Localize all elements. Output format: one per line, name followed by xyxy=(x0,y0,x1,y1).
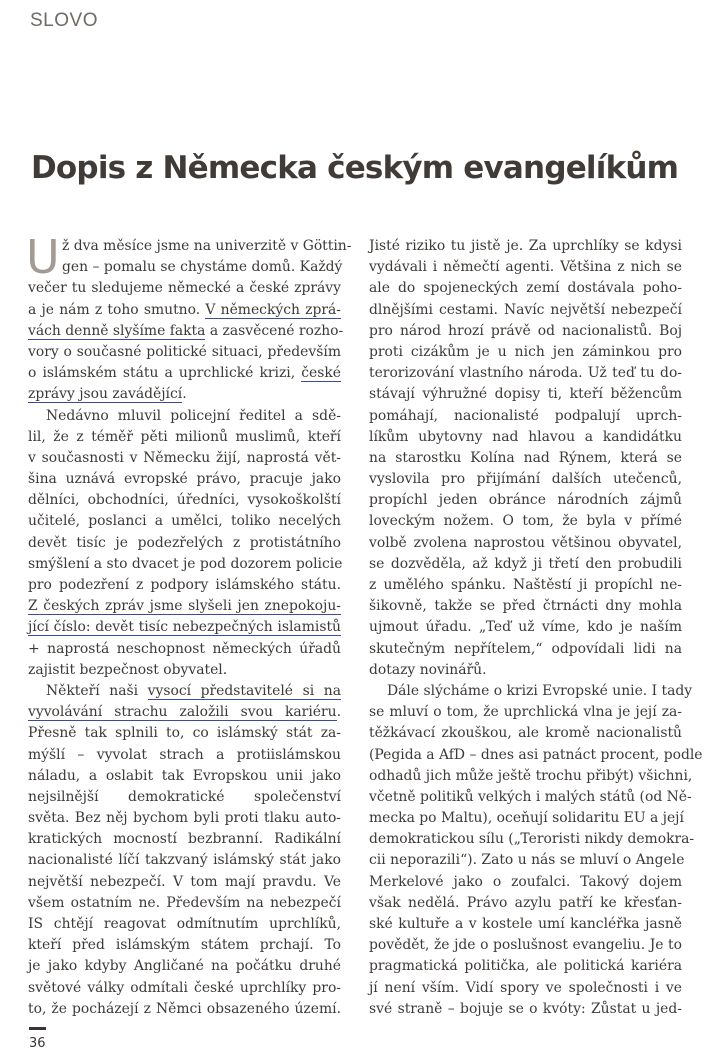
text-line xyxy=(369,554,682,575)
text-line xyxy=(28,850,341,871)
text-segment: cii neporazili“). Zato u nás se mluví o Angele xyxy=(369,852,685,869)
text-line xyxy=(28,829,341,850)
text-segment: zajistit bezpečnost obyvatel. xyxy=(28,661,228,678)
text-line xyxy=(369,617,682,638)
text-line xyxy=(369,384,682,405)
text-line xyxy=(28,300,341,321)
text-segment: Merkelové jako o zoufalci. Takový dojem xyxy=(369,873,682,890)
text-line xyxy=(369,490,682,511)
text-segment: proti cizákům je u nich jen záminkou pro xyxy=(369,343,682,360)
underlined-text: české xyxy=(301,365,341,382)
underlined-text: vách denně slyšíme fakta xyxy=(28,322,206,339)
text-segment: (Pegida a AfD – dnes asi patnáct procent, podle xyxy=(369,746,703,763)
text-line xyxy=(28,872,341,893)
text-line xyxy=(369,745,703,766)
text-segment: učitelé, poslanci a umělci, toliko necelých xyxy=(28,513,341,530)
text-segment: večer tu sledujeme německé a české zprávy xyxy=(28,280,341,297)
text-segment: stávají výhružné dopisy ti, kteří běžencům xyxy=(369,386,682,403)
text-line xyxy=(28,639,341,660)
text-line xyxy=(369,999,682,1020)
underlined-text: zprávy jsou zavádějící xyxy=(28,386,183,403)
section-label: SLOVO xyxy=(30,10,98,31)
text-line xyxy=(369,533,682,554)
text-segment: největší nebezpečí. V tom mají pravdu. Ve xyxy=(28,873,341,890)
text-line xyxy=(28,469,341,490)
text-line xyxy=(28,427,341,448)
text-line xyxy=(369,829,695,850)
text-segment: lil, že z téměř pěti milionů muslimů, kteří xyxy=(28,428,341,445)
text-segment: demokratickou sílu („Teroristi nikdy demokra- xyxy=(369,831,695,848)
text-line xyxy=(369,956,682,977)
text-line xyxy=(28,511,341,532)
text-line xyxy=(28,490,341,511)
text-segment: terorizování vlastního národa. Už teď tu do- xyxy=(369,365,682,382)
text-line xyxy=(28,406,341,427)
text-line xyxy=(369,702,682,723)
text-line xyxy=(28,999,341,1020)
text-segment: Jisté riziko tu jistě je. Za uprchlíky se kdysi xyxy=(369,238,682,254)
text-segment: o islámském státu a uprchlické krizi, xyxy=(28,365,302,382)
text-line xyxy=(369,914,682,935)
text-line xyxy=(28,893,341,914)
text-segment: světa. Bez něj bychom byli proti tlaku auto- xyxy=(28,810,341,827)
text-segment: dotazy novinářů. xyxy=(369,661,487,678)
text-segment: a je nám z toho smutno. xyxy=(28,301,206,318)
page-number-rule xyxy=(29,1027,46,1030)
text-segment: z umělého spánku. Naštěstí ji propíchl ne- xyxy=(369,577,682,593)
text-line xyxy=(28,596,341,617)
text-line xyxy=(28,787,341,808)
text-line xyxy=(28,766,341,787)
text-segment: IS chtějí reagovat odmítnutím uprchlíků, xyxy=(28,916,341,932)
right-column-lines xyxy=(369,236,703,1020)
left-column xyxy=(26,230,352,1020)
text-line xyxy=(369,427,682,448)
underlined-text: jící číslo: devět tisíc nebezpečných islamistů xyxy=(28,619,341,636)
text-segment: včetně politiků velkých i malých států (od Ně- xyxy=(369,788,692,805)
text-segment: . xyxy=(182,386,187,403)
text-line xyxy=(369,639,682,660)
text-line xyxy=(28,681,341,702)
text-line xyxy=(28,448,341,469)
text-line xyxy=(369,850,685,871)
text-segment: kratických mocností bezbranní. Radikální xyxy=(28,831,341,848)
text-segment: dělníci, obchodníci, úředníci, vysokoškolští xyxy=(28,492,341,509)
text-segment: je jako kdyby Angličané na počátku druhé xyxy=(28,958,341,975)
text-segment: se mluví o tom, že uprchlická vlna je její za- xyxy=(369,704,682,721)
text-segment: nacionalisté líčí takzvaný islámský stát jako xyxy=(28,852,341,869)
text-segment: kteří před islámským státem prchají. To xyxy=(28,937,341,954)
text-line xyxy=(28,617,341,638)
text-segment: volbě zvolena naprostou většinou obyvatel, xyxy=(369,534,682,551)
text-line xyxy=(369,575,682,596)
text-line xyxy=(369,935,682,956)
underlined-text: Z českých zpráv jsme slyšeli jen znepokoju- xyxy=(28,598,341,615)
text-segment: mecka po Maltu), oceňují solidaritu EU a její xyxy=(369,810,684,827)
text-line xyxy=(28,660,341,681)
drop-cap: U xyxy=(26,230,60,284)
text-line xyxy=(369,257,682,278)
text-segment: Dále slýcháme o krizi Evropské unie. I tady xyxy=(387,682,693,699)
text-line xyxy=(28,363,341,384)
text-line xyxy=(28,533,341,554)
text-segment: povědět, že jde o poslušnost evangeliu. Je to xyxy=(369,937,682,954)
text-line xyxy=(369,321,682,342)
underlined-text: V německých zprá- xyxy=(205,301,341,318)
text-line xyxy=(28,384,341,405)
text-line xyxy=(369,766,693,787)
text-line xyxy=(28,278,341,299)
text-segment: to, že pocházejí z Němci obsazeného území. xyxy=(28,1000,341,1017)
page-number: 36 xyxy=(29,1036,46,1051)
text-segment: náladu, a oslabit tak Evropskou unii jako xyxy=(28,767,341,784)
text-line xyxy=(369,511,682,532)
text-segment: skutečným nepřítelem,“ odpovídali lidi na xyxy=(369,640,682,657)
text-line xyxy=(28,702,341,723)
text-segment: vory o současné politické situaci, především xyxy=(28,343,341,360)
text-line xyxy=(369,406,682,427)
text-segment: v současnosti v Německu žijí, naprostá vět- xyxy=(28,449,341,466)
text-segment: se dozvěděla, až když ji třetí den probudili xyxy=(369,555,682,572)
text-line xyxy=(28,723,341,744)
text-line xyxy=(369,596,682,617)
text-segment: pro podezření z podpory islámského státu. xyxy=(28,577,341,593)
text-segment: . xyxy=(336,704,341,721)
text-segment: šikovně, takže se před čtrnácti dny mohla xyxy=(369,598,682,615)
text-line xyxy=(369,363,682,384)
text-segment: na starostku Kolína nad Rýnem, která se xyxy=(369,449,682,466)
text-segment: smýšlení a sto dvacet je pod dozorem policie xyxy=(28,555,343,572)
text-segment: ské kultuře a v kostele umí kancléřka jasně xyxy=(369,916,682,932)
text-line xyxy=(369,469,682,490)
text-line xyxy=(369,660,682,681)
text-line xyxy=(369,236,682,257)
text-line xyxy=(369,448,682,469)
text-segment: všem ostatním ne. Především na nebezpečí xyxy=(28,894,341,911)
text-segment: jí není vším. Vidí spory ve společnosti i ve xyxy=(369,979,682,996)
text-line xyxy=(28,745,341,766)
text-segment: ale do spojeneckých zemí dostávala poho- xyxy=(369,280,682,297)
text-line xyxy=(28,342,341,363)
text-segment: mýšlí – vyvolat strach a protiislámskou xyxy=(28,746,341,763)
text-line xyxy=(28,554,341,575)
text-line xyxy=(369,787,692,808)
text-segment: vydávali i němečtí agenti. Většina z nich se xyxy=(369,259,682,276)
underlined-text: vyvolávání strachu založili svou kariéru xyxy=(28,704,337,721)
text-segment: ujmout úřadu. „Teď už víme, kdo je naším xyxy=(369,619,682,636)
left-column-lines xyxy=(26,230,352,1020)
text-line xyxy=(369,723,682,744)
text-line xyxy=(369,278,682,299)
text-segment: ž dva měsíce jsme na univerzitě v Göttin- xyxy=(62,238,352,254)
text-segment: loveckým nožem. O tom, že byla v přímé xyxy=(369,513,682,530)
text-segment: a zasvěcené rozho- xyxy=(205,322,344,339)
text-line xyxy=(28,914,341,935)
text-segment: šina uznává evropské právo, pracuje jako xyxy=(28,471,341,488)
text-line xyxy=(28,257,341,278)
text-line xyxy=(28,575,341,596)
text-segment: nejsilnější demokratické společenství xyxy=(28,788,341,805)
text-segment: světové války odmítali české uprchlíky pro- xyxy=(28,979,341,996)
text-segment: pro národ hrozí právě od nacionalistů. Boj xyxy=(369,322,682,339)
text-segment: gen – pomalu se chystáme domů. Každý xyxy=(62,259,343,276)
text-segment: Nedávno mluvil policejní ředitel a sdě- xyxy=(46,407,341,424)
text-segment: dlnějšími cestami. Navíc největší nebezpečí xyxy=(369,301,682,318)
text-segment: však nedělá. Právo azylu patří ke křesťan- xyxy=(369,894,682,911)
text-segment: své straně – bojuje se o kvóty: Zůstat u jed- xyxy=(369,1000,682,1017)
text-segment: pragmatická politička, ale politická kariéra xyxy=(369,958,682,975)
text-segment: těžkávací zkouškou, ale kromě nacionalistů xyxy=(369,725,682,742)
text-line xyxy=(369,872,682,893)
text-line xyxy=(369,342,682,363)
text-line xyxy=(369,808,682,829)
text-segment: Přesně tak splnili to, co islámský stát za- xyxy=(28,725,341,742)
text-segment: odhadů jich může ještě trochu přibýt) všichni, xyxy=(369,767,693,784)
text-line xyxy=(369,978,682,999)
text-segment: propíchl jeden obránce národních zájmů xyxy=(369,492,682,509)
article-title: Dopis z Německa českým evangelíkům xyxy=(31,150,679,186)
text-segment: pomáhají, nacionalisté podpalují uprch- xyxy=(369,407,682,424)
text-line xyxy=(28,321,344,342)
text-line xyxy=(28,808,341,829)
text-segment: + naprostá neschopnost německých úřadů xyxy=(28,640,341,657)
text-line xyxy=(369,300,682,321)
text-line xyxy=(28,978,341,999)
text-line xyxy=(28,236,352,257)
text-segment: devět tisíc je podezřelých z protistátního xyxy=(28,534,341,551)
right-column xyxy=(369,236,703,1020)
text-segment: vyslovila pro přijímání dalších utečenců, xyxy=(369,471,682,488)
text-line xyxy=(28,956,341,977)
text-line xyxy=(369,681,693,702)
text-segment: Někteří naši xyxy=(46,682,148,699)
underlined-text: vysocí představitelé si na xyxy=(147,682,341,699)
text-segment: líkům ubytovny nad hlavou a kandidátku xyxy=(369,428,682,445)
text-line xyxy=(28,935,341,956)
text-line xyxy=(369,893,682,914)
